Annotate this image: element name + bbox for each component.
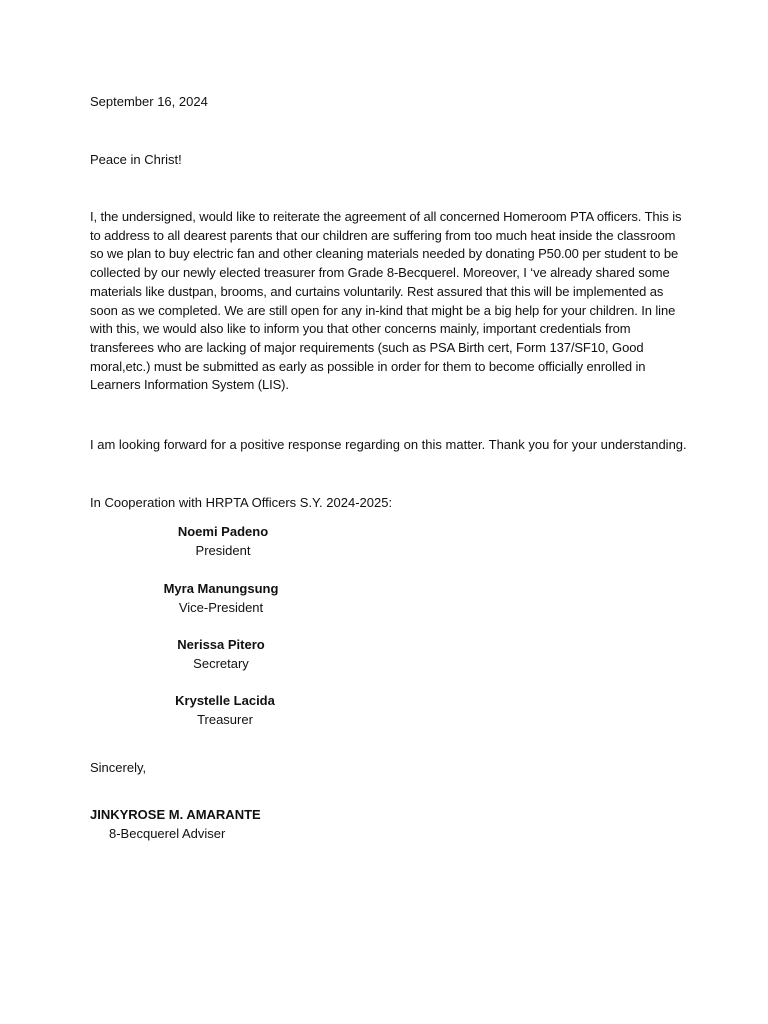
letter-valediction: Sincerely, xyxy=(90,760,147,775)
letter-date: September 16, 2024 xyxy=(90,94,208,109)
officer-vice-president xyxy=(150,580,292,617)
signer-role: 8-Becquerel Adviser xyxy=(109,826,226,841)
officer-president xyxy=(150,523,296,560)
officer-name: Noemi Padeno xyxy=(177,524,269,539)
officer-role: Treasurer xyxy=(197,711,253,727)
officer-name: Krystelle Lacida xyxy=(175,693,275,708)
officer-treasurer xyxy=(150,692,300,729)
letter-body-paragraph: I, the undersigned, would like to reiterate the agreement of all concerned Homeroom PTA officers. This is to address to all dearest parents that our children are suffering from too much heat inside the classroom so we plan to buy electric fan and other cleaning materials needed by donating P50.00 per student to be collected by our newly elected treasurer from Grade 8-Becquerel. Moreover, I ‘ve already shared some materials like dustpan, brooms, and curtains voluntarily. Rest assured that this will be implemented as soon as we completed. We are still open for any in-kind that might be a big help for your children. In line with this, we would also like to inform you that other concerns mainly, important credentials from transferees who are lacking of major requirements (such as PSA Birth cert, Form 137/SF10, Good moral,etc.) must be submitted as early as possible in order for them to become officially enrolled in Learners Information System (LIS). xyxy=(90,209,682,393)
officer-secretary xyxy=(150,636,292,673)
signer-name: JINKYROSE M. AMARANTE xyxy=(90,807,261,822)
letter-greeting: Peace in Christ! xyxy=(90,152,182,167)
officer-name: Myra Manungsung xyxy=(163,581,279,596)
officer-role: President xyxy=(195,542,251,558)
letter-closing-paragraph: I am looking forward for a positive response regarding on this matter. Thank you for your understanding. xyxy=(90,437,687,452)
officer-role: Secretary xyxy=(193,655,249,671)
officer-name: Nerissa Pitero xyxy=(177,637,265,652)
cooperation-line: In Cooperation with HRPTA Officers S.Y. 2024-2025: xyxy=(90,495,393,510)
officer-role: Vice-President xyxy=(178,599,264,615)
